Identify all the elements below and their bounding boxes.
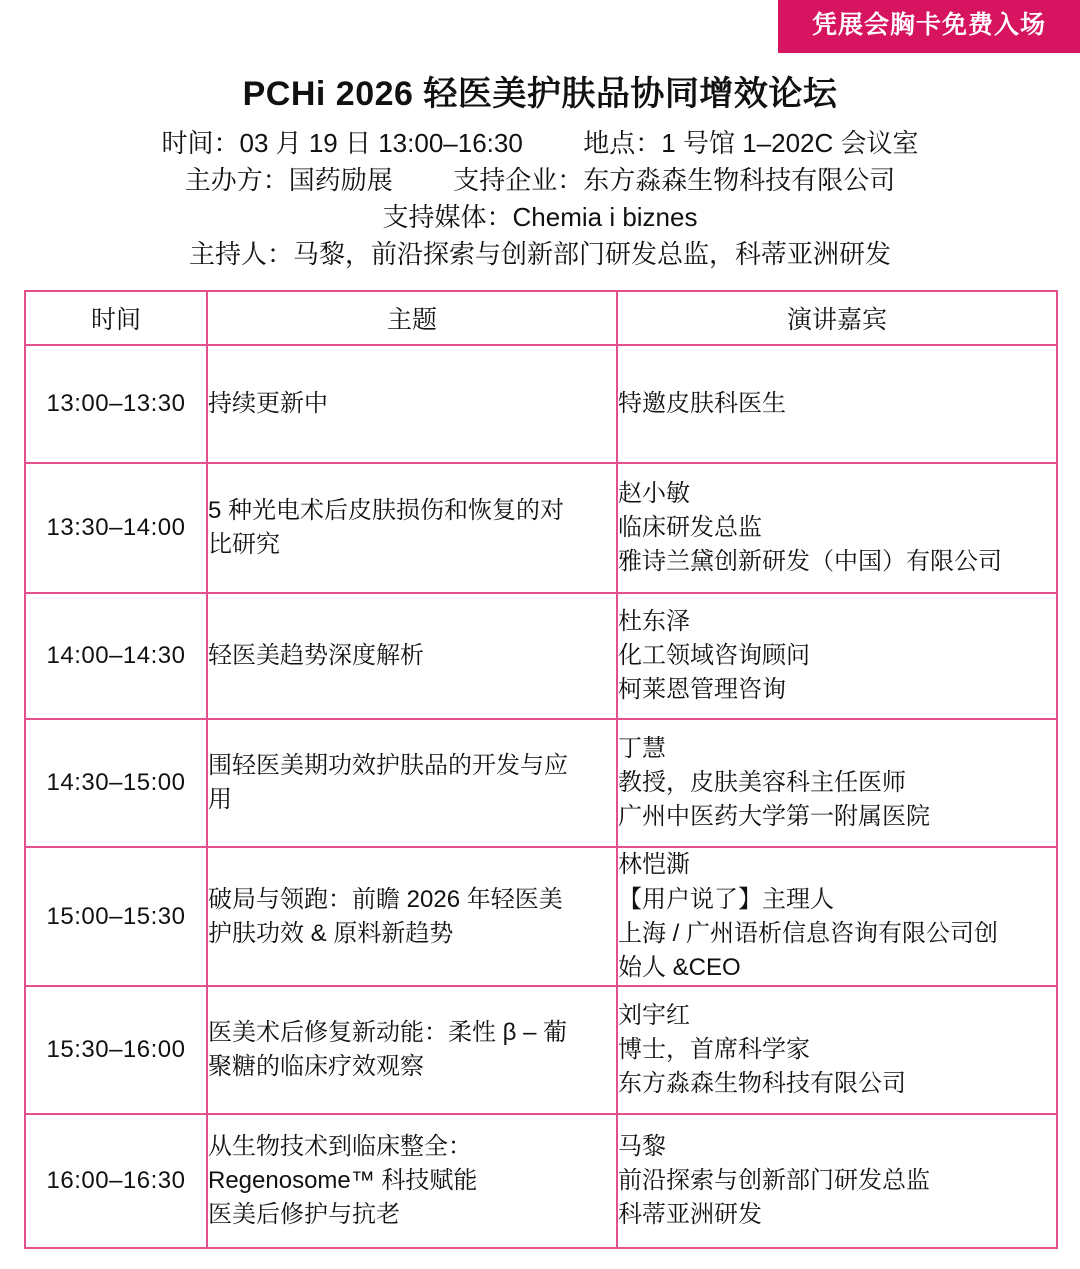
header-block xyxy=(0,62,1080,280)
row-speaker xyxy=(617,719,1057,847)
row-speaker xyxy=(617,986,1057,1114)
column-header-topic: 主题 xyxy=(207,291,617,345)
speaker-line: 博士，首席科学家 xyxy=(618,1035,810,1063)
topic-line: 持续更新中 xyxy=(208,390,328,418)
row-speaker xyxy=(617,463,1057,593)
banner-row xyxy=(0,0,1080,62)
speaker-line: 广州中医药大学第一附属医院 xyxy=(618,803,930,831)
topic-line: 破局与领跑：前瞻 2026 年轻医美 xyxy=(208,885,563,913)
topic-line: 护肤功效 & 原料新趋势 xyxy=(208,919,454,947)
row-topic xyxy=(207,345,617,463)
row-topic xyxy=(207,847,617,985)
row-speaker xyxy=(617,1114,1057,1248)
speaker-line: 始人 &CEO xyxy=(618,953,741,981)
speaker-line: 马黎 xyxy=(618,1132,666,1160)
sponsor-label: 支持企业：东方淼森生物科技有限公司 xyxy=(453,164,896,195)
row-speaker xyxy=(617,847,1057,985)
row-time: 15:30–16:00 xyxy=(25,986,207,1114)
row-time: 15:00–15:30 xyxy=(25,847,207,985)
topic-line: 轻医美趋势深度解析 xyxy=(208,642,424,670)
host-line xyxy=(20,236,1060,273)
speaker-line: 柯莱恩管理咨询 xyxy=(618,676,786,704)
speaker-line: 林恺澌 xyxy=(618,851,690,879)
media-line xyxy=(20,199,1060,236)
row-topic xyxy=(207,463,617,593)
table-row xyxy=(25,719,1057,847)
topic-line: 围轻医美期功效护肤品的开发与应 xyxy=(208,752,568,780)
row-time: 13:00–13:30 xyxy=(25,345,207,463)
speaker-line: 上海 / 广州语析信息咨询有限公司创 xyxy=(618,919,999,947)
organizer-label: 主办方：国药励展 xyxy=(184,164,393,195)
row-topic xyxy=(207,593,617,719)
topic-line: 用 xyxy=(208,786,232,814)
row-topic xyxy=(207,986,617,1114)
row-topic xyxy=(207,1114,617,1248)
speaker-line: 教授，皮肤美容科主任医师 xyxy=(618,769,906,797)
time-label: 时间：03 月 19 日 13:00–16:30 xyxy=(161,127,523,158)
row-speaker xyxy=(617,593,1057,719)
speaker-line: 雅诗兰黛创新研发（中国）有限公司 xyxy=(618,548,1002,576)
organizer-sponsor-line xyxy=(20,162,1060,199)
row-time: 14:00–14:30 xyxy=(25,593,207,719)
topic-line: 比研究 xyxy=(208,531,280,559)
row-time: 14:30–15:00 xyxy=(25,719,207,847)
topic-line: 从生物技术到临床整全： xyxy=(208,1132,472,1160)
media-label: 支持媒体：Chemia i biznes xyxy=(382,201,698,232)
table-row xyxy=(25,593,1057,719)
topic-line: 医美后修护与抗老 xyxy=(208,1200,400,1228)
topic-line: 聚糖的临床疗效观察 xyxy=(208,1052,424,1080)
table-row xyxy=(25,345,1057,463)
speaker-line: 杜东泽 xyxy=(618,608,690,636)
table-row xyxy=(25,1114,1057,1248)
row-topic xyxy=(207,719,617,847)
row-time: 13:30–14:00 xyxy=(25,463,207,593)
speaker-line: 前沿探索与创新部门研发总监 xyxy=(618,1166,930,1194)
table-row xyxy=(25,463,1057,593)
topic-line: 医美术后修复新动能：柔性 β – 葡 xyxy=(208,1018,568,1046)
speaker-line: 东方淼森生物科技有限公司 xyxy=(618,1069,906,1097)
topic-line: Regenosome™ 科技赋能 xyxy=(208,1166,478,1194)
row-time: 16:00–16:30 xyxy=(25,1114,207,1248)
agenda-table xyxy=(24,290,1058,1248)
speaker-line: 特邀皮肤科医生 xyxy=(618,390,786,418)
speaker-line: 临床研发总监 xyxy=(618,514,762,542)
table-header-row xyxy=(25,291,1057,345)
table-row xyxy=(25,986,1057,1114)
column-header-time: 时间 xyxy=(25,291,207,345)
speaker-line: 赵小敏 xyxy=(618,480,690,508)
speaker-line: 【用户说了】主理人 xyxy=(618,885,834,913)
agenda-table-wrapper xyxy=(0,280,1080,1248)
topic-line: 5 种光电术后皮肤损伤和恢复的对 xyxy=(208,497,565,525)
row-speaker xyxy=(617,345,1057,463)
speaker-line: 科蒂亚洲研发 xyxy=(618,1200,762,1228)
place-label: 地点：1 号馆 1–202C 会议室 xyxy=(583,127,919,158)
table-row xyxy=(25,847,1057,985)
speaker-line: 化工领域咨询顾问 xyxy=(618,642,810,670)
host-label: 主持人：马黎，前沿探索与创新部门研发总监，科蒂亚洲研发 xyxy=(188,238,891,269)
free-entry-banner: 凭展会胸卡免费入场 xyxy=(778,0,1080,53)
page-title: PCHi 2026 轻医美护肤品协同增效论坛 xyxy=(242,75,838,113)
column-header-speaker: 演讲嘉宾 xyxy=(617,291,1057,345)
speaker-line: 刘宇红 xyxy=(618,1001,690,1029)
time-place-line xyxy=(20,125,1060,162)
speaker-line: 丁慧 xyxy=(618,735,666,763)
